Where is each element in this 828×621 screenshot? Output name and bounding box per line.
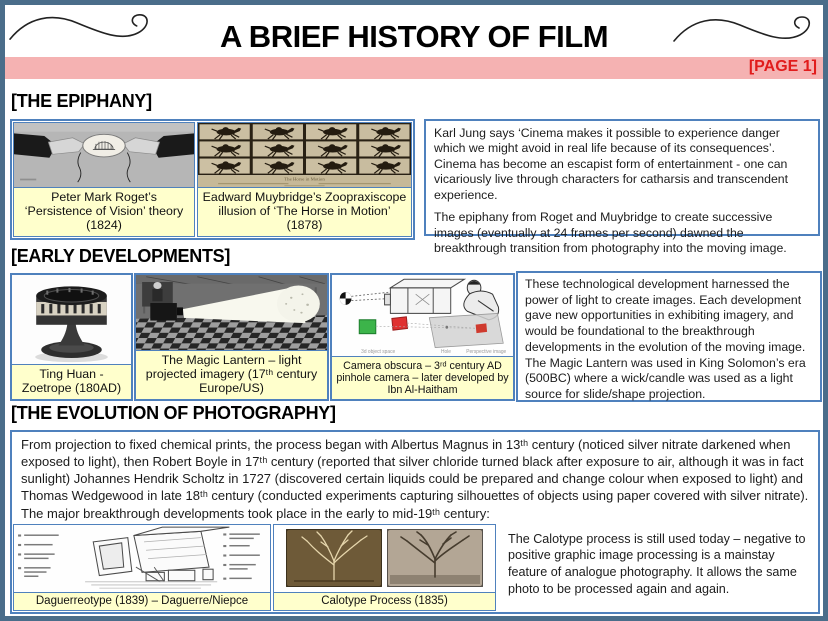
- magic-lantern-figure: [134, 273, 329, 401]
- obscura-label-perspective: Perspective image: [466, 348, 507, 355]
- thaumatrope-image: [14, 123, 194, 187]
- early-developments-paragraph: These technological development harnessed the power of light to create images. Each development gave new opportunities in exhibiting imagery, and would be foundational to the breakthrough developments in the evolution of the moving image. The Magic Lantern was used in King Solomon’s era (500BC) where a wick/candle was used as a light source for slide/shape projection.: [525, 277, 806, 402]
- muybridge-figure: [197, 122, 412, 237]
- photography-paragraph: From projection to fixed chemical prints, the process began with Albertus Magnus in 13ᵗʰ century (noticed silver nitrate darkened when exposed to light), then Robert Boyle in 17ᵗʰ century (reported that silver chloride turned black after exposure to air, although it was in fact sunlight) Johannes Hendrik Scholtz in 1727 (discovered certain liquids could be prepared and change colour when exposed to light) and Thomas Wedgewood in late 18ᵗʰ century (conducted experiments capturing silhouettes of objects using paper covered with silver nitrate). The major breakthrough developments took place in the early to mid-19ᵗʰ century:: [21, 437, 809, 521]
- thaumatrope-figure: [13, 122, 195, 237]
- zoetrope-image: [12, 275, 131, 364]
- calotype-textblock: The Calotype process is still used today – negative to positive graphic image processing is a mainstay feature of analogue photography. It allows the same photo to be processed again and again.: [508, 531, 806, 596]
- calotype-photos: [274, 525, 495, 592]
- daguerreotype-figure: [13, 524, 271, 611]
- camera-obscura-image: [332, 275, 513, 356]
- section-heading-photography: [THE EVOLUTION OF PHOTOGRAPHY]: [11, 403, 336, 423]
- zoetrope-figure: [10, 273, 133, 401]
- section-heading-early-developments: [EARLY DEVELOPMENTS]: [11, 246, 231, 266]
- caption-camera-obscura: Camera obscura – 3ʳᵈ century AD pinhole camera – later developed by Ibn Al-Haitham: [332, 356, 513, 399]
- calotype-figure: [273, 524, 496, 611]
- caption-daguerreotype: Daguerreotype (1839) – Daguerre/Niepce: [14, 592, 270, 610]
- early-developments-textbox: [516, 271, 822, 402]
- caption-zoetrope: Ting Huan - Zoetrope (180AD): [12, 364, 131, 399]
- photography-figures-row: [13, 524, 817, 611]
- daguerreotype-image: [14, 525, 270, 592]
- caption-calotype: Calotype Process (1835): [274, 592, 495, 610]
- section-heading-epiphany: [THE EPIPHANY]: [11, 91, 152, 111]
- header-banner: [5, 57, 823, 79]
- obscura-label-object-space: 3d object space: [361, 348, 396, 355]
- horse-in-motion-image: [198, 123, 411, 187]
- caption-muybridge: Eadward Muybridge’s Zoopraxiscope illusion of ‘The Horse in Motion’ (1878): [198, 187, 411, 236]
- page-title: A BRIEF HISTORY OF FILM: [219, 19, 609, 54]
- page-number-badge: [PAGE 1]: [748, 58, 817, 75]
- horse-plate-title: The Horse in Motion: [284, 176, 325, 182]
- caption-roget: Peter Mark Roget’s ‘Persistence of Vision’ theory (1824): [14, 187, 194, 236]
- magic-lantern-image: [136, 275, 327, 350]
- obscura-label-hole: Hole: [440, 348, 451, 355]
- calotype-negative-image: [286, 529, 382, 587]
- early-developments-panel: [10, 273, 515, 401]
- camera-obscura-figure: [330, 273, 515, 401]
- caption-magic-lantern: The Magic Lantern – light projected imagery (17ᵗʰ century Europe/US): [136, 350, 327, 399]
- epiphany-panel: [10, 119, 415, 240]
- epiphany-textbox: [424, 119, 820, 256]
- epiphany-paragraph-2: The epiphany from Roget and Muybridge to create successive images (eventually at 24 frames per second) dawned the breakthrough transition from photography into the moving image.: [434, 210, 787, 256]
- photography-box: [10, 430, 820, 614]
- calotype-positive-image: [387, 529, 483, 587]
- epiphany-paragraph-1: Karl Jung says ‘Cinema makes it possible to experience danger which we might avoid in real life because of its consequences’. Cinema has become an escapist form of entertainment - one can vicariously live through characters for catharsis and transcendent experience.: [434, 126, 789, 202]
